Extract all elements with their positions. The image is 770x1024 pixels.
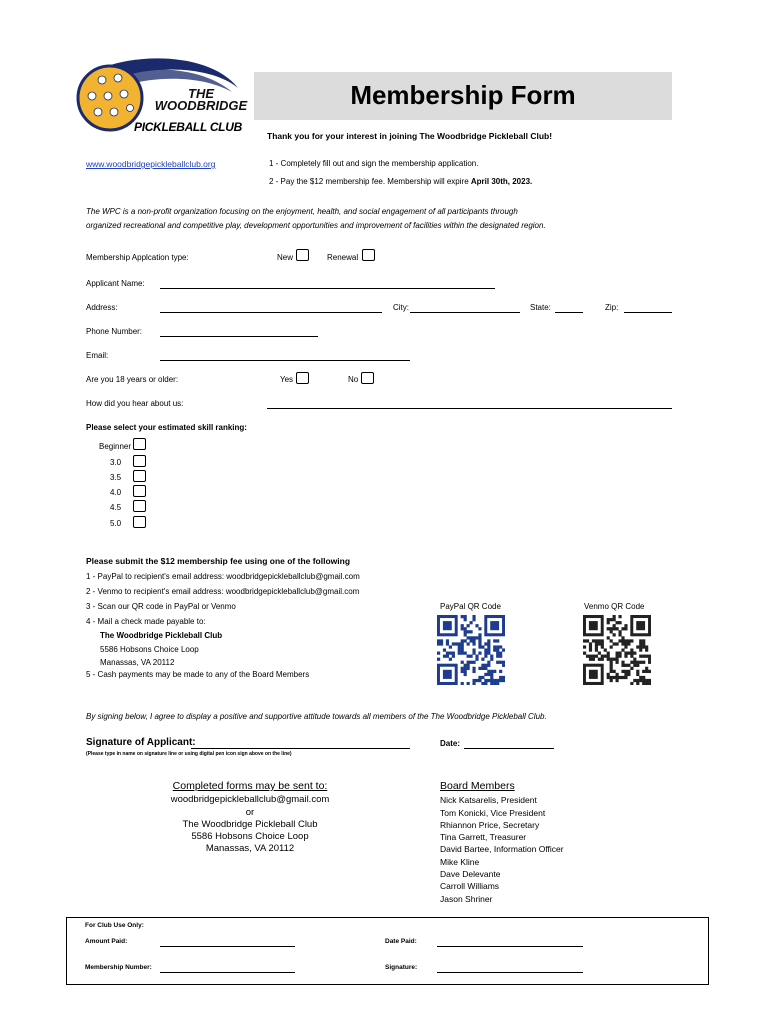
club-logo xyxy=(72,50,248,138)
applicant-name-field[interactable] xyxy=(160,288,495,289)
venmo-qr-label: Venmo QR Code xyxy=(584,602,645,611)
membership-number-label: Membership Number: xyxy=(85,964,152,971)
signing-statement: By signing below, I agree to display a positive and supportive attitude towards all members of the The Woodbridge Pickleball Club. xyxy=(86,712,547,721)
city-label: City: xyxy=(393,303,409,312)
board-heading: Board Members xyxy=(440,780,515,792)
skill-label: Please select your estimated skill ranking: xyxy=(86,423,247,432)
skill-3-0-label: 3.0 xyxy=(110,458,122,467)
payment-option-3: 3 - Scan our QR code in PayPal or Venmo xyxy=(86,602,236,611)
date-label: Date: xyxy=(440,739,461,748)
skill-4-0-label: 4.0 xyxy=(110,488,122,497)
skill-3-5-label: 3.5 xyxy=(110,473,122,482)
no-label: No xyxy=(348,375,359,384)
page-title: Membership Form xyxy=(350,80,576,110)
skill-3-5-checkbox[interactable] xyxy=(133,470,146,482)
address-label: Address: xyxy=(86,303,118,312)
payment-option-4: 4 - Mail a check made payable to: xyxy=(86,617,206,626)
signature-note: (Please type in name on signature line or using digital pen icon sign above on the line) xyxy=(86,751,292,757)
board-member: Nick Katsarelis, President xyxy=(440,795,537,806)
logo-line-1: THE xyxy=(188,86,214,101)
paypal-qr-label: PayPal QR Code xyxy=(440,602,501,611)
yes-label: Yes xyxy=(280,375,294,384)
board-member: Tom Konicki, Vice President xyxy=(440,807,546,818)
payment-option-2: 2 - Venmo to recipient's email address: woodbridgepickleballclub@gmail.com xyxy=(86,587,360,596)
skill-4-0-checkbox[interactable] xyxy=(133,485,146,497)
thanks-text: Thank you for your interest in joining The Woodbridge Pickleball Club! xyxy=(267,131,553,141)
club-use-box xyxy=(66,917,709,985)
send-to-city: Manassas, VA 20112 xyxy=(205,843,295,855)
new-label: New xyxy=(277,253,294,262)
board-member: David Bartee, Information Officer xyxy=(440,844,564,855)
hear-field[interactable] xyxy=(267,408,672,409)
age-label: Are you 18 years or older: xyxy=(86,375,179,384)
renewal-label: Renewal xyxy=(327,253,359,262)
skill-4-5-label: 4.5 xyxy=(110,503,122,512)
membership-number-field[interactable] xyxy=(160,972,295,973)
city-field[interactable] xyxy=(410,312,520,313)
board-member: Mike Kline xyxy=(440,856,480,867)
application-type-label: Membership Applcation type: xyxy=(86,253,189,262)
club-signature-label: Signature: xyxy=(385,964,418,971)
send-to-or: or xyxy=(245,806,255,818)
step-2: 2 - Pay the $12 membership fee. Membership will expire April 30th, 2023. xyxy=(269,177,533,186)
send-to-heading: Completed forms may be sent to: xyxy=(172,780,328,792)
intro-line-1: The WPC is a non-profit organization focusing on the enjoyment, health, and social engagement of all participants through xyxy=(86,207,518,216)
board-member: Tina Garrett, Treasurer xyxy=(440,832,527,843)
board-member: Dave Delevante xyxy=(440,869,501,880)
state-label: State: xyxy=(530,303,551,312)
address-field[interactable] xyxy=(160,312,382,313)
skill-4-5-checkbox[interactable] xyxy=(133,500,146,512)
send-to-name: The Woodbridge Pickleball Club xyxy=(182,818,318,830)
send-to-email: woodbridgepickleballclub@gmail.com xyxy=(170,794,330,806)
renewal-checkbox[interactable] xyxy=(362,249,375,261)
payment-option-1: 1 - PayPal to recipient's email address: woodbridgepickleballclub@gmail.com xyxy=(86,572,360,581)
amount-paid-label: Amount Paid: xyxy=(85,938,128,945)
date-paid-field[interactable] xyxy=(437,946,583,947)
website-link[interactable]: www.woodbridgepickleballclub.org xyxy=(86,159,216,169)
signature-field[interactable] xyxy=(191,748,410,749)
skill-5-0-checkbox[interactable] xyxy=(133,516,146,528)
date-paid-label: Date Paid: xyxy=(385,938,417,945)
skill-beginner-checkbox[interactable] xyxy=(133,438,146,450)
skill-3-0-checkbox[interactable] xyxy=(133,455,146,467)
club-signature-field[interactable] xyxy=(437,972,583,973)
step-1: 1 - Completely fill out and sign the membership application. xyxy=(269,159,479,168)
board-member: Rhiannon Price, Secretary xyxy=(440,819,540,830)
skill-5-0-label: 5.0 xyxy=(110,519,122,528)
board-member: Jason Shriner xyxy=(440,893,493,904)
payee-name: The Woodbridge Pickleball Club xyxy=(100,631,223,640)
yes-checkbox[interactable] xyxy=(296,372,309,384)
logo-line-2: WOODBRIDGE xyxy=(154,98,248,113)
payee-city: Manassas, VA 20112 xyxy=(100,658,175,667)
venmo-qr-code[interactable] xyxy=(583,615,651,685)
zip-field[interactable] xyxy=(624,312,672,313)
club-use-heading: For Club Use Only: xyxy=(85,922,144,929)
state-field[interactable] xyxy=(555,312,583,313)
payee-street: 5586 Hobsons Choice Loop xyxy=(100,645,199,654)
date-field[interactable] xyxy=(464,748,554,749)
payment-option-5: 5 - Cash payments may be made to any of the Board Members xyxy=(86,670,310,679)
email-field[interactable] xyxy=(160,360,410,361)
skill-beginner-label: Beginner xyxy=(99,442,132,451)
send-to-street: 5586 Hobsons Choice Loop xyxy=(191,831,309,843)
no-checkbox[interactable] xyxy=(361,372,374,384)
email-label: Email: xyxy=(86,351,109,360)
title-band xyxy=(254,72,672,120)
zip-label: Zip: xyxy=(605,303,619,312)
amount-paid-field[interactable] xyxy=(160,946,295,947)
payment-heading: Please submit the $12 membership fee using one of the following xyxy=(86,556,351,566)
phone-label: Phone Number: xyxy=(86,327,143,336)
logo-line-3: PICKLEBALL CLUB xyxy=(134,120,242,134)
paypal-qr-code[interactable] xyxy=(437,615,505,685)
hear-label: How did you hear about us: xyxy=(86,399,184,408)
phone-field[interactable] xyxy=(160,336,318,337)
board-member: Carroll Williams xyxy=(440,881,500,892)
new-checkbox[interactable] xyxy=(296,249,309,261)
applicant-name-label: Applicant Name: xyxy=(86,279,145,288)
intro-line-2: organized recreational and competitive play, development opportunities and improvement of facilities within the designated region. xyxy=(86,221,546,230)
signature-label: Signature of Applicant: xyxy=(86,737,196,748)
